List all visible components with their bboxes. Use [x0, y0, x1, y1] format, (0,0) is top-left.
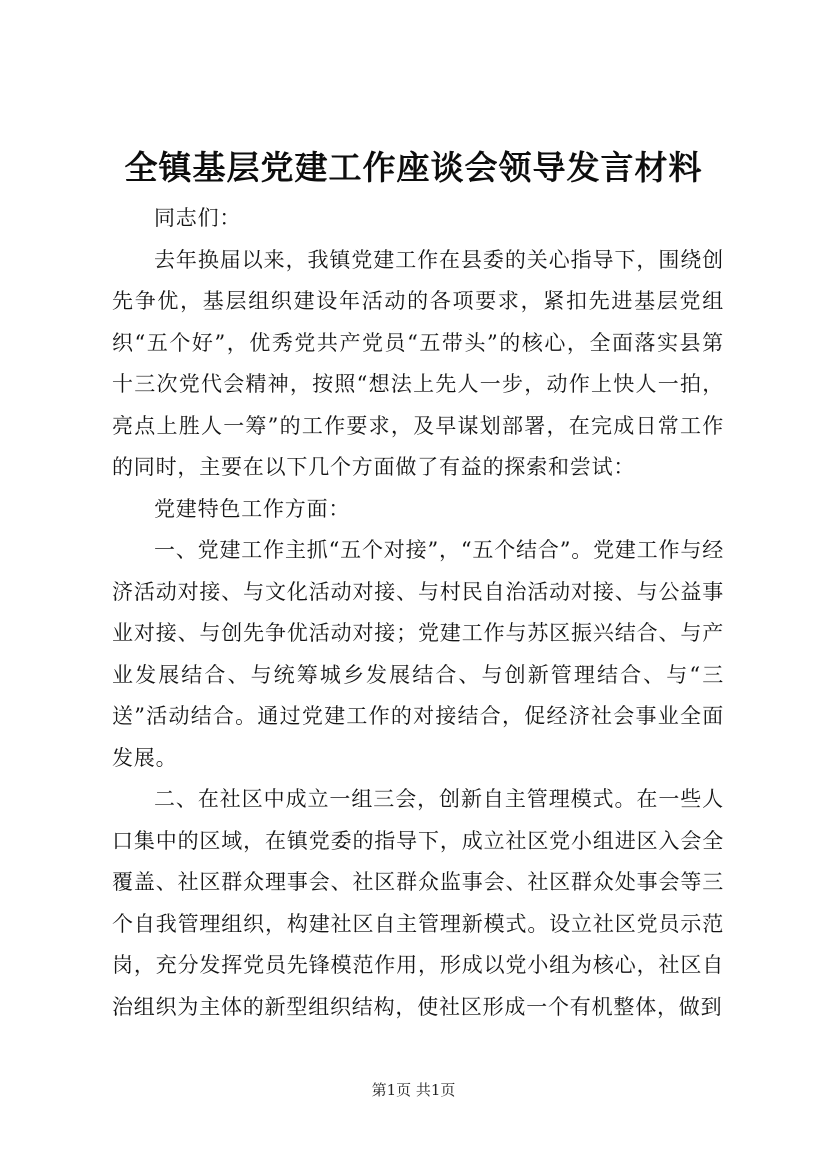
document-title: 全镇基层党建工作座谈会领导发言材料	[124, 148, 703, 187]
document-body	[112, 198, 724, 1028]
point-two-paragraph: 二、在社区中成立一组三会，创新自主管理模式。在一些人口集中的区域，在镇党委的指导下，成立社区党小组进区入会全覆盖、社区群众理事会、社区群众监事会、社区群众处事会等三个自我管理组织，构建社区自主管理新模式。设立社区党员示范岗，充分发挥党员先锋模范作用，形成以党小组为核心，社区自治组织为主体的新型组织结构，使社区形成一个有机整体，做到	[112, 787, 724, 1019]
intro-paragraph: 去年换届以来，我镇党建工作在县委的关心指导下，围绕创先争优，基层组织建设年活动的各项要求，紧扣先进基层党组织“五个好”，优秀党共产党员“五带头”的核心，全面落实县第十三次党代会精神，按照“想法上先人一步，动作上快人一拍，亮点上胜人一筹”的工作要求，及早谋划部署，在完成日常工作的同时，主要在以下几个方面做了有益的探索和尝试：	[112, 247, 724, 479]
section-heading: 党建特色工作方面：	[154, 496, 351, 521]
page-footer: 第1页 共1页	[371, 1081, 456, 1099]
salutation: 同志们：	[154, 206, 242, 230]
point-one-paragraph: 一、党建工作主抓“五个对接”，“五个结合”。党建工作与经济活动对接、与文化活动对接、与村民自治活动对接、与公益事业对接、与创先争优活动对接；党建工作与苏区振兴结合、与产业发展结合、与统筹城乡发展结合、与创新管理结合、与“三送”活动结合。通过党建工作的对接结合，促经济社会事业全面发展。	[112, 538, 724, 770]
